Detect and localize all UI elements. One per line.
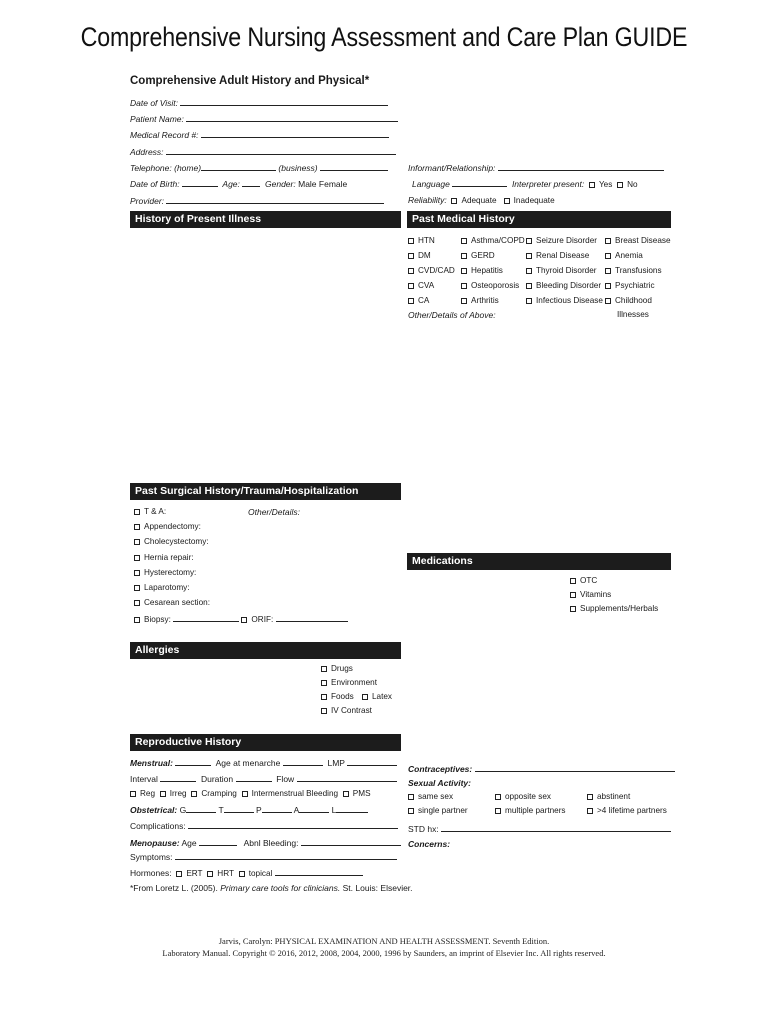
pmh-infectious-checkbox[interactable]: Infectious Disease xyxy=(526,296,603,305)
patient-name-field[interactable] xyxy=(130,113,398,124)
allergies-header: Allergies xyxy=(130,642,401,659)
pmh-cvd-cad-checkbox[interactable]: CVD/CAD xyxy=(408,266,455,275)
pmh-breast-checkbox[interactable]: Breast Disease xyxy=(605,236,671,245)
psh-orif-input[interactable] xyxy=(276,613,348,622)
psh-biopsy-row xyxy=(134,613,348,624)
meds-otc-checkbox[interactable]: OTC xyxy=(570,576,597,585)
ert-checkbox[interactable]: ERT xyxy=(176,869,202,878)
pmh-psychiatric-checkbox[interactable]: Psychiatric xyxy=(605,281,655,290)
std-history-label: STD hx: xyxy=(408,824,439,834)
sexual-activity-label: Sexual Activity: xyxy=(408,778,471,788)
cramping-checkbox[interactable]: Cramping xyxy=(191,789,237,798)
pmh-bleeding-checkbox[interactable]: Bleeding Disorder xyxy=(526,281,601,290)
topical-checkbox[interactable]: topical xyxy=(239,869,273,878)
pmh-ca-checkbox[interactable]: CA xyxy=(408,296,429,305)
pms-checkbox[interactable]: PMS xyxy=(343,789,371,798)
same-sex-checkbox[interactable]: same sex xyxy=(408,792,453,801)
concerns-label: Concerns: xyxy=(408,839,451,849)
menstrual-input[interactable] xyxy=(175,757,211,766)
medical-record-label: Medical Record #: xyxy=(130,130,199,140)
preterm-input[interactable] xyxy=(262,804,292,813)
pmh-cva-checkbox[interactable]: CVA xyxy=(408,281,434,290)
abnl-bleeding-label: Abnl Bleeding: xyxy=(243,838,299,848)
form-subtitle: Comprehensive Adult History and Physical* xyxy=(130,75,370,87)
psh-biopsy-input[interactable] xyxy=(173,613,239,622)
pmh-hepatitis-checkbox[interactable]: Hepatitis xyxy=(461,266,503,275)
pmh-seizure-checkbox[interactable]: Seizure Disorder xyxy=(526,236,597,245)
gravida-label: G xyxy=(179,805,187,815)
pmh-gerd-checkbox[interactable]: GERD xyxy=(461,251,495,260)
living-input[interactable] xyxy=(336,804,368,813)
citation-author: *From Loretz L. (2005). xyxy=(130,883,218,893)
dob-row xyxy=(130,178,347,189)
pmh-anemia-checkbox[interactable]: Anemia xyxy=(605,251,643,260)
citation xyxy=(130,883,413,893)
menstrual-label: Menstrual: xyxy=(130,758,173,768)
duration-label: Duration xyxy=(200,774,234,784)
allergy-iv-contrast-checkbox[interactable]: IV Contrast xyxy=(321,706,372,715)
psh-cesarean-checkbox[interactable]: Cesarean section: xyxy=(134,598,210,607)
meds-supplements-checkbox[interactable]: Supplements/Herbals xyxy=(570,604,658,613)
gender-label: Gender: xyxy=(265,179,296,189)
menopause-row xyxy=(130,837,401,848)
citation-title: Primary care tools for clinicians. xyxy=(220,883,341,893)
lmp-input[interactable] xyxy=(347,757,397,766)
abortion-input[interactable] xyxy=(299,804,329,813)
informant-label: Informant/Relationship: xyxy=(408,163,496,173)
term-input[interactable] xyxy=(224,804,254,813)
abstinent-checkbox[interactable]: abstinent xyxy=(587,792,630,801)
lmp-label: LMP xyxy=(327,758,345,768)
psh-laparotomy-checkbox[interactable]: Laparotomy: xyxy=(134,583,190,592)
flow-label: Flow xyxy=(276,774,295,784)
psh-hysterectomy-checkbox[interactable]: Hysterectomy: xyxy=(134,568,196,577)
informant-field[interactable] xyxy=(408,162,664,173)
page-title: Comprehensive Nursing Assessment and Care Plan GUIDE xyxy=(80,22,688,52)
pmh-childhood-checkbox[interactable]: Childhood xyxy=(605,296,652,305)
obstetrical-label: Obstetrical: xyxy=(130,805,178,815)
telephone-field[interactable] xyxy=(130,162,388,173)
citation-publisher: St. Louis: Elsevier. xyxy=(342,883,413,893)
pmh-arthritis-checkbox[interactable]: Arthritis xyxy=(461,296,499,305)
complications-label: Complications: xyxy=(130,821,186,831)
language-row xyxy=(412,178,638,189)
psh-tonsillectomy-checkbox[interactable]: T & A: xyxy=(134,507,166,516)
pmh-osteoporosis-checkbox[interactable]: Osteoporosis xyxy=(461,281,519,290)
psh-other-details-label: Other/Details: xyxy=(248,507,300,517)
hormones-input[interactable] xyxy=(275,867,363,876)
reliability-label: Reliability: xyxy=(408,195,447,205)
obstetrical-row xyxy=(130,804,368,815)
hrt-checkbox[interactable]: HRT xyxy=(207,869,234,878)
allergy-latex-checkbox[interactable]: Latex xyxy=(362,692,392,701)
patient-name-label: Patient Name: xyxy=(130,114,184,124)
hormones-row xyxy=(130,867,363,878)
gender-options[interactable]: Male Female xyxy=(298,179,348,189)
pmh-other-details-label: Other/Details of Above: xyxy=(408,310,496,320)
allergy-drugs-checkbox[interactable]: Drugs xyxy=(321,664,353,673)
flow-input[interactable] xyxy=(297,773,397,782)
age-label: Age: xyxy=(222,179,240,189)
hormones-label: Hormones: xyxy=(130,868,172,878)
psh-appendectomy-checkbox[interactable]: Appendectomy: xyxy=(134,522,201,531)
psh-header: Past Surgical History/Trauma/Hospitalization xyxy=(130,483,401,500)
date-of-visit-label: Date of Visit: xyxy=(130,98,179,108)
term-label: T xyxy=(218,805,224,815)
psh-orif-checkbox[interactable]: ORIF: xyxy=(241,615,273,624)
menarche-label: Age at menarche xyxy=(215,758,281,768)
psh-hernia-checkbox[interactable]: Hernia repair: xyxy=(134,553,194,562)
interpreter-yes-checkbox[interactable]: Yes xyxy=(589,180,612,189)
reg-checkbox[interactable]: Reg xyxy=(130,789,155,798)
duration-input[interactable] xyxy=(236,773,272,782)
footer-line-2: Laboratory Manual. Copyright © 2016, 2012, 2008, 2004, 2000, 1996 by Saunders, an imprint of Elsevier Inc. All rights reserved. xyxy=(162,948,606,958)
medications-header: Medications xyxy=(407,553,671,570)
psh-biopsy-checkbox[interactable]: Biopsy: xyxy=(134,615,171,624)
preterm-label: P xyxy=(256,805,262,815)
living-label: L xyxy=(331,805,337,815)
std-history-field[interactable] xyxy=(408,823,671,834)
interval-row xyxy=(130,773,397,784)
address-field[interactable] xyxy=(130,146,396,157)
abnl-bleeding-input[interactable] xyxy=(301,837,401,846)
pmh-dm-checkbox[interactable]: DM xyxy=(408,251,431,260)
meds-vitamins-checkbox[interactable]: Vitamins xyxy=(570,590,611,599)
language-input[interactable] xyxy=(452,178,507,187)
pmh-asthma-copd-checkbox[interactable]: Asthma/COPD xyxy=(461,236,525,245)
abortion-label: A xyxy=(293,805,300,815)
irreg-checkbox[interactable]: Irreg xyxy=(160,789,187,798)
interval-label: Interval xyxy=(130,774,158,784)
opposite-sex-checkbox[interactable]: opposite sex xyxy=(495,792,551,801)
address-label: Address: xyxy=(130,147,164,157)
reproductive-header: Reproductive History xyxy=(130,734,401,751)
pmh-transfusions-checkbox[interactable]: Transfusions xyxy=(605,266,662,275)
hpi-text-area[interactable] xyxy=(130,230,401,475)
psh-cholecystectomy-checkbox[interactable]: Cholecystectomy: xyxy=(134,537,209,546)
interval-input[interactable] xyxy=(160,773,196,782)
dob-label: Date of Birth: xyxy=(130,179,180,189)
reliability-inadequate-checkbox[interactable]: Inadequate xyxy=(504,196,555,205)
single-partner-checkbox[interactable]: single partner xyxy=(408,806,468,815)
complications-field[interactable] xyxy=(130,820,398,831)
allergy-foods-checkbox[interactable]: Foods xyxy=(321,692,354,701)
menopause-age-input[interactable] xyxy=(199,837,237,846)
language-label: Language xyxy=(412,179,450,189)
pmh-renal-checkbox[interactable]: Renal Disease xyxy=(526,251,589,260)
pmh-header: Past Medical History xyxy=(407,211,671,228)
menopause-label: Menopause: xyxy=(130,838,180,848)
contraceptives-label: Contraceptives: xyxy=(408,764,473,774)
pmh-thyroid-checkbox[interactable]: Thyroid Disorder xyxy=(526,266,597,275)
age-input[interactable] xyxy=(242,178,260,187)
dob-input[interactable] xyxy=(182,178,218,187)
interpreter-label: Interpreter present: xyxy=(511,179,585,189)
provider-label: Provider: xyxy=(130,196,165,206)
menstrual-checkbox-row xyxy=(130,788,371,798)
symptoms-field[interactable] xyxy=(130,851,397,862)
pmh-childhood-illnesses-label: Illnesses xyxy=(617,310,649,319)
reliability-row xyxy=(408,195,555,205)
footer-line-1: Jarvis, Carolyn: PHYSICAL EXAMINATION AND HEALTH ASSESSMENT. Seventh Edition. xyxy=(218,936,550,946)
telephone-home-label: Telephone: (home) xyxy=(130,163,202,173)
symptoms-label: Symptoms: xyxy=(130,852,173,862)
copyright-footer xyxy=(0,935,768,959)
menstrual-row xyxy=(130,757,397,768)
menopause-age-label: Age xyxy=(181,838,197,848)
medical-record-field[interactable] xyxy=(130,129,389,140)
reliability-adequate-checkbox[interactable]: Adequate xyxy=(451,196,496,205)
menarche-input[interactable] xyxy=(283,757,323,766)
intermenstrual-checkbox[interactable]: Intermenstrual Bleeding xyxy=(242,789,338,798)
allergy-environment-checkbox[interactable]: Environment xyxy=(321,678,377,687)
hpi-header: History of Present Illness xyxy=(130,211,401,228)
contraceptives-field[interactable] xyxy=(408,763,675,774)
gravida-input[interactable] xyxy=(186,804,216,813)
date-of-visit-field[interactable] xyxy=(130,97,388,108)
interpreter-no-checkbox[interactable]: No xyxy=(617,180,637,189)
pmh-htn-checkbox[interactable]: HTN xyxy=(408,236,435,245)
provider-field[interactable] xyxy=(130,195,384,206)
lifetime-partners-checkbox[interactable]: >4 lifetime partners xyxy=(587,806,667,815)
telephone-business-label: (business) xyxy=(278,163,318,173)
multiple-partners-checkbox[interactable]: multiple partners xyxy=(495,806,566,815)
